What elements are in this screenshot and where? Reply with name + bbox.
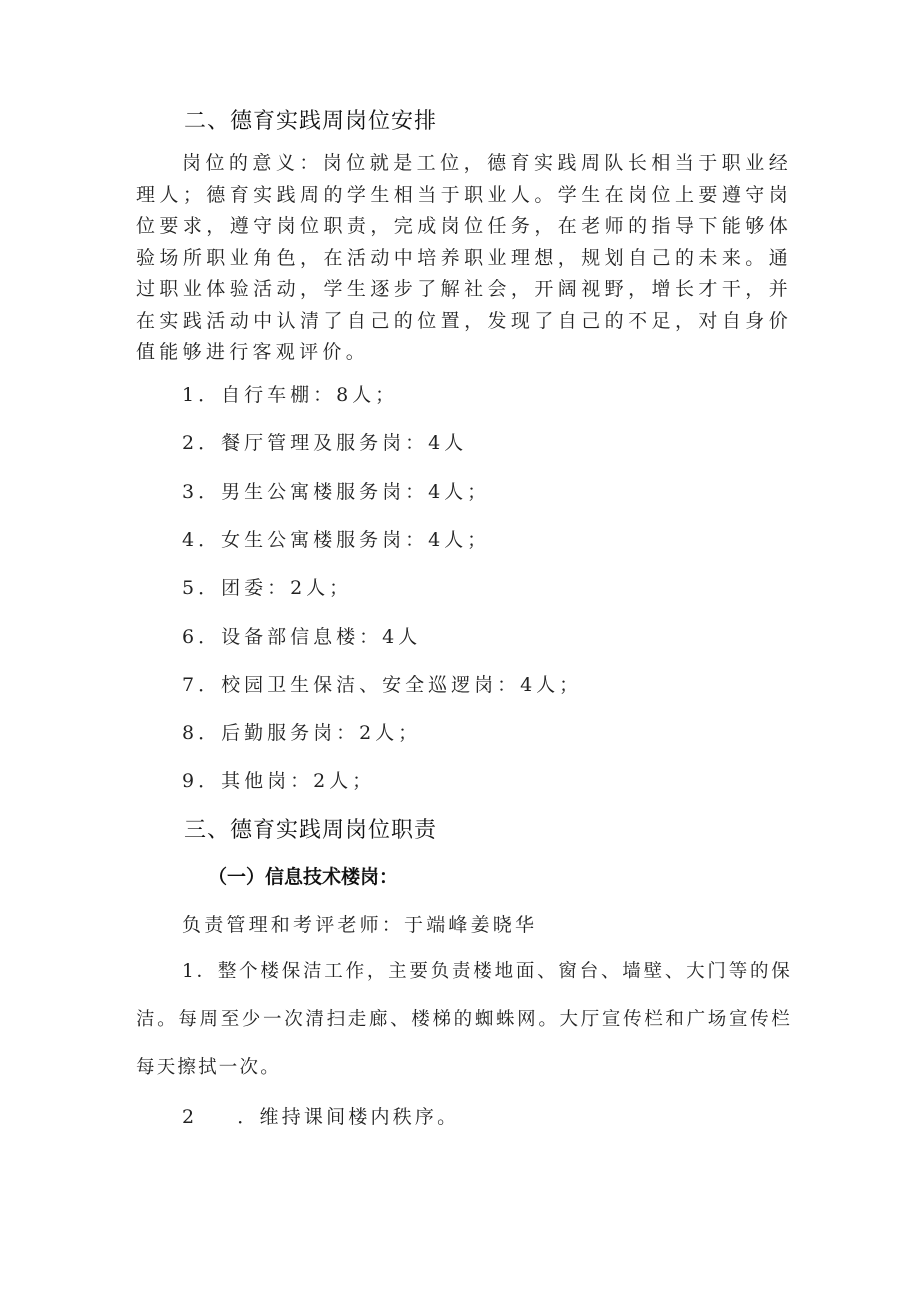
duty-2 bbox=[182, 1102, 459, 1129]
position-item: 3．男生公寓楼服务岗：4人； bbox=[182, 481, 491, 503]
meaning-paragraph: 岗位的意义：岗位就是工位，德育实践周队长相当于职业经理人；德育实践周的学生相当于职业人。学生在岗位上要遵守岗位要求，遵守岗位职责，完成岗位任务，在老师的指导下能够体验场所职业角色，在活动中培养职业理想，规划自己的未来。通过职业体验活动，学生逐步了解社会，开阔视野，增长才干，并在实践活动中认清了自己的位置，发现了自己的不足，对自身价值能够进行客观评价。 bbox=[136, 152, 792, 363]
position-item: 4．女生公寓楼服务岗：4人； bbox=[182, 529, 491, 551]
position-item: 6．设备部信息楼：4人 bbox=[182, 626, 422, 648]
position-item: 1．自行车棚：8人； bbox=[182, 384, 399, 406]
position-item: 9．其他岗：2人； bbox=[182, 770, 376, 792]
duty-1: 1．整个楼保洁工作，主要负责楼地面、窗台、墙壁、大门等的保洁。每周至少一次清扫走廊、楼梯的蜘蛛网。大厅宣传栏和广场宣传栏每天擦拭一次。 bbox=[136, 961, 792, 1078]
duty-2-text: ．维持课间楼内秩序。 bbox=[237, 1106, 460, 1128]
section2-heading: 二、德育实践周岗位安排 bbox=[184, 109, 438, 134]
subsection-heading: （一）信息技术楼岗： bbox=[208, 866, 399, 888]
section3-heading: 三、德育实践周岗位职责 bbox=[184, 818, 438, 843]
teachers-line: 负责管理和考评老师：于端峰姜晓华 bbox=[182, 914, 538, 936]
position-item: 8．后勤服务岗：2人； bbox=[182, 722, 422, 744]
position-item: 7．校园卫生保洁、安全巡逻岗：4人； bbox=[182, 674, 583, 696]
position-item: 2．餐厅管理及服务岗：4人 bbox=[182, 432, 468, 454]
duty-2-number: 2 bbox=[182, 1106, 198, 1128]
position-item: 5．团委：2人； bbox=[182, 577, 353, 599]
